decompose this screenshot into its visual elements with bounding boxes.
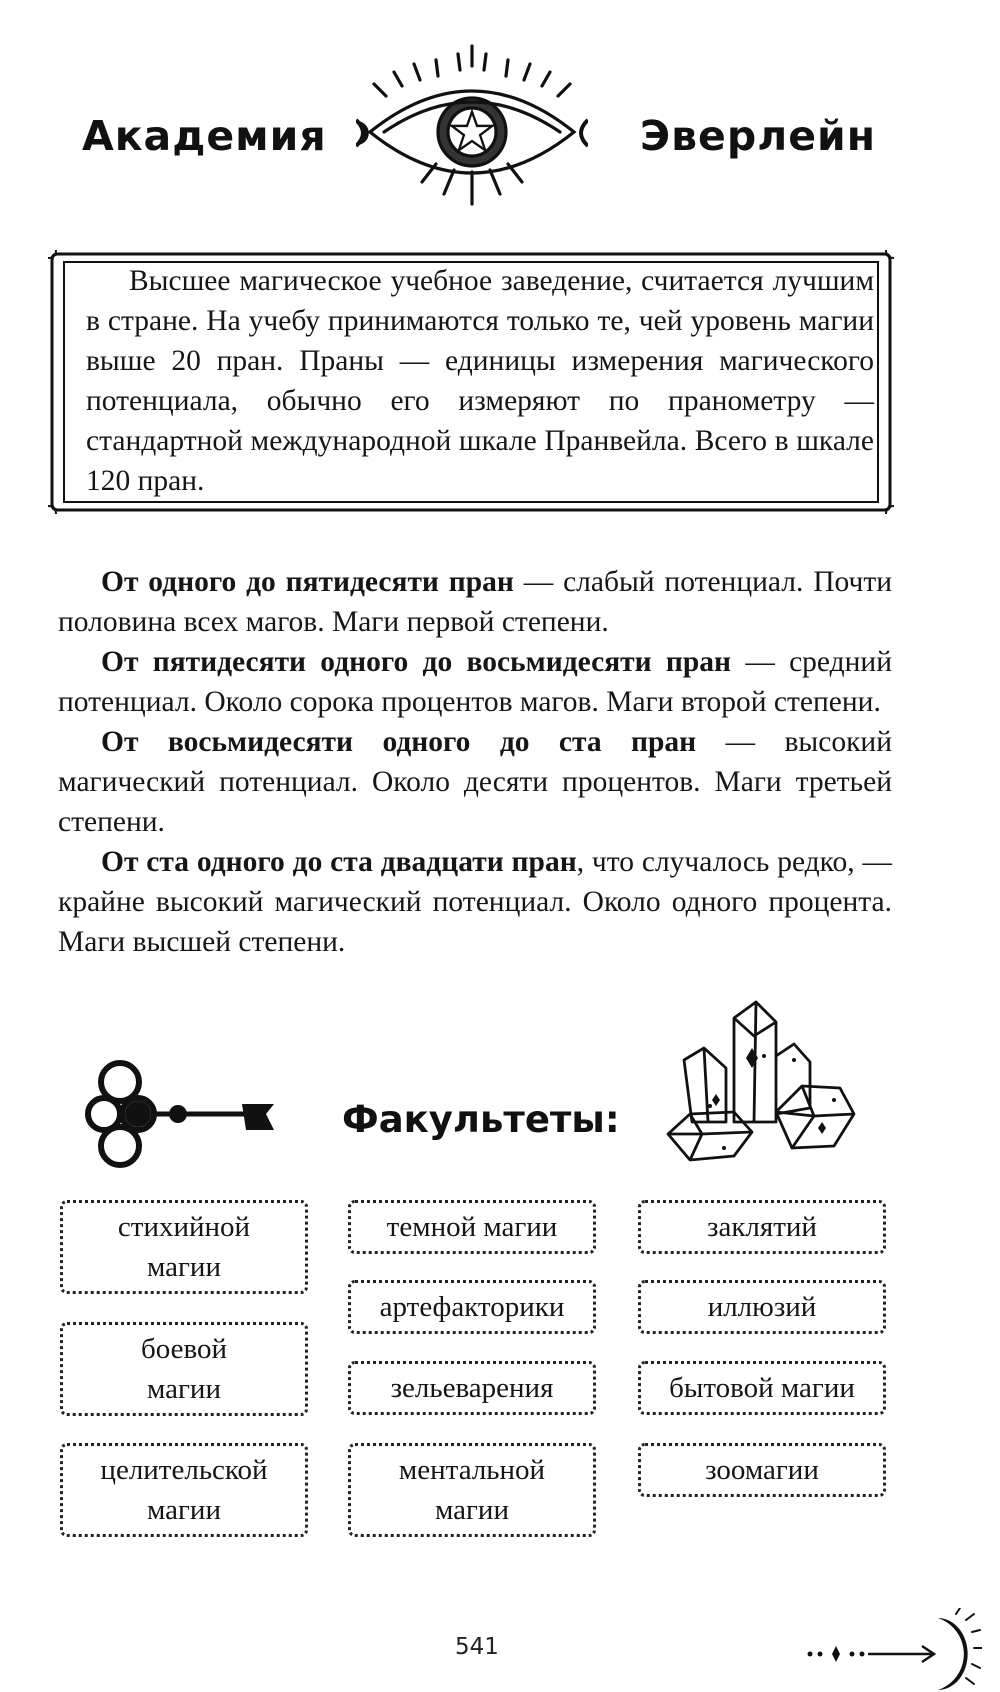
prana-levels [58, 562, 892, 962]
faculty-label: магии [147, 1373, 221, 1405]
moon-arrow-icon [806, 1608, 982, 1692]
faculty-label: целительской [100, 1454, 268, 1486]
faculty-label: зоомагии [705, 1454, 819, 1486]
faculty-healing-magic [60, 1443, 308, 1537]
faculty-label: ментальной [398, 1454, 546, 1486]
key-icon [82, 1056, 292, 1172]
faculty-label: иллюзий [707, 1291, 817, 1323]
faculty-label: магии [147, 1494, 221, 1526]
level-description: — слабый потенциал. Почти половина всех магов. Маги первой степени. [58, 566, 893, 638]
faculty-label: боевой [141, 1333, 227, 1365]
level-paragraph [58, 642, 892, 722]
intro-text: Высшее магическое учебное заведение, считается лучшим в стране. На учебу принимаются только те, чей уровень магии выше 20 пран. Праны — единицы измерения магического потенциала, обычно его измеряют по пранометру — стандартной международной шкале Пранвейла. Всего в шкале 120 пран. [86, 265, 874, 497]
faculty-label: зельеварения [390, 1372, 554, 1404]
level-range: От ста одного до ста двадцати пран [101, 846, 577, 878]
faculty-label: заклятий [707, 1211, 817, 1243]
level-paragraph [58, 562, 892, 642]
title-left: Академия [82, 112, 327, 160]
faculty-label: бытовой магии [669, 1372, 855, 1404]
faculty-label: магии [147, 1251, 221, 1283]
faculty-label: стихийной [117, 1211, 251, 1243]
faculty-artifactory [348, 1280, 596, 1334]
faculty-combat-magic [60, 1322, 308, 1416]
crystals-icon [664, 996, 858, 1172]
faculty-illusions [638, 1280, 886, 1334]
faculty-mental-magic [348, 1443, 596, 1537]
faculty-elemental-magic [60, 1200, 308, 1294]
faculty-label: магии [435, 1494, 509, 1526]
level-range: От одного до пятидесяти пран [101, 566, 514, 598]
faculty-household-magic [638, 1361, 886, 1415]
faculty-dark-magic [348, 1200, 596, 1254]
faculty-spells [638, 1200, 886, 1254]
level-paragraph [58, 842, 892, 962]
intro-frame-box [46, 248, 896, 516]
level-paragraph [58, 722, 892, 842]
eye-moon-emblem-icon [356, 44, 588, 224]
page-number: 541 [455, 1634, 499, 1660]
level-range: От пятидесяти одного до восьмидесяти пран [101, 646, 732, 678]
faculty-zoomagic [638, 1443, 886, 1497]
faculty-label: темной магии [386, 1211, 558, 1243]
faculty-label: артефакторики [379, 1291, 565, 1323]
level-description: — высокий магический потенциал. Около десяти процентов. Маги третьей степени. [58, 726, 892, 838]
level-description: , что случалось редко, — крайне высокий магический потенциал. Около одного процента. Маги высшей степени. [58, 846, 892, 958]
title-right: Эверлейн [640, 112, 877, 160]
level-description: — средний потенциал. Около сорока процентов магов. Маги второй степени. [58, 646, 892, 718]
faculties-heading: Факультеты: [342, 1098, 620, 1141]
faculty-potion-brewing [348, 1361, 596, 1415]
page-header [0, 0, 1000, 230]
level-range: От восьмидесяти одного до ста пран [101, 726, 697, 758]
